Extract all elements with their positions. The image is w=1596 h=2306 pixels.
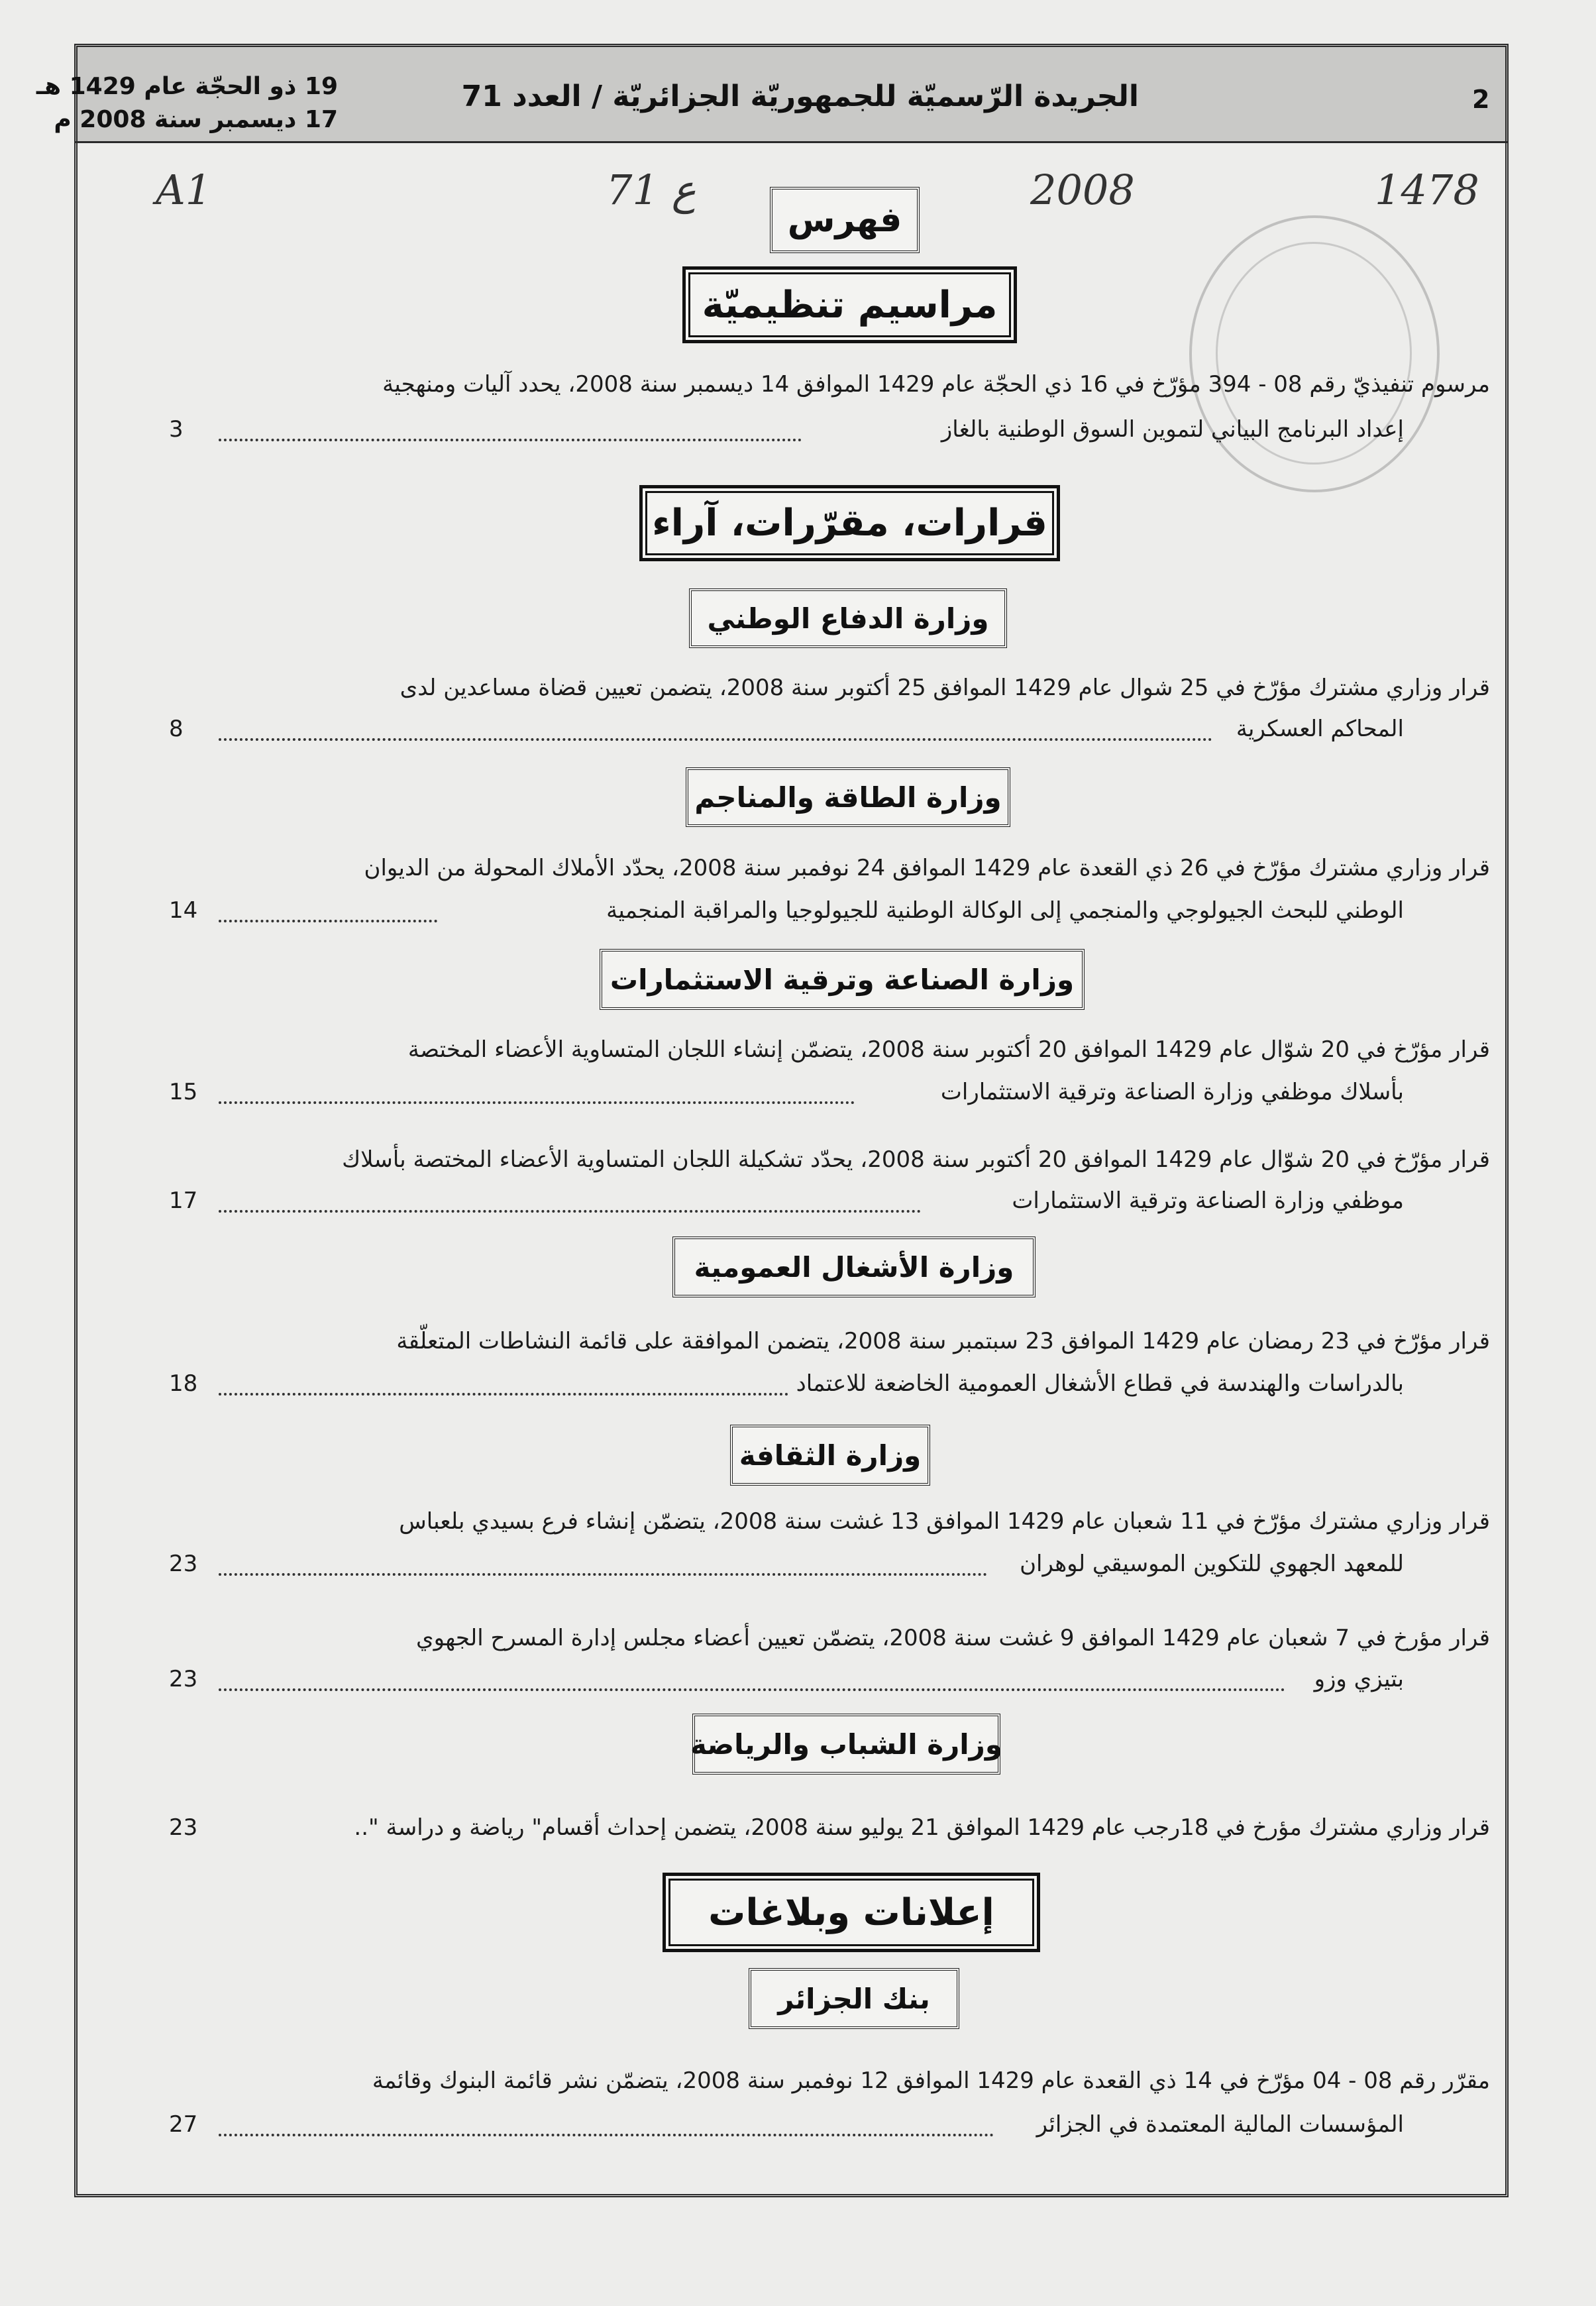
entry-line: قرار وزاري مشترك مؤرّخ في 26 ذي القعدة عام 1429 الموافق 24 نوفمبر سنة 2008، يحدّد الأملاك المحولة من الديوان — [364, 855, 1490, 881]
journal-title: الجريدة الرّسميّة للجمهوريّة الجزائريّة / العدد 71 — [461, 80, 1139, 113]
entry-page-number: 27 — [169, 2111, 198, 2138]
leader-dots — [219, 1206, 921, 1213]
entry-page-number: 14 — [169, 897, 198, 924]
section-title-regulatory-decrees: مراسيم تنظيميّة — [682, 266, 1017, 343]
ministry-title: وزارة الصناعة وترقية الاستثمارات — [600, 949, 1085, 1010]
entry-line: قرار مؤرّخ في 23 رمضان عام 1429 الموافق 23 سبتمبر سنة 2008، يتضمن الموافقة على قائمة النشاطات المتعلّقة — [396, 1328, 1490, 1354]
entry-line: بأسلاك موظفي وزارة الصناعة وترقية الاستثمارات — [940, 1079, 1404, 1105]
section-title-decisions: قرارات، مقرّرات، آراء — [639, 485, 1060, 561]
leader-dots — [219, 2130, 994, 2136]
entry-line: المحاكم العسكرية — [1236, 716, 1404, 742]
hijri-date: 19 ذو الحجّة عام 1429 هـ — [36, 73, 338, 100]
section-title-announcements: إعلانات وبلاغات — [663, 1873, 1040, 1952]
index-title: فهرس — [770, 187, 920, 253]
entry-line: موظفي وزارة الصناعة وترقية الاستثمارات — [1012, 1187, 1404, 1214]
entry-line: قرار وزاري مشترك مؤرّخ في 11 شعبان عام 1429 الموافق 13 غشت سنة 2008، يتضمّن إنشاء فرع بسيدي بلعباس — [399, 1508, 1490, 1535]
handwritten-note-center-left: 71 ع — [606, 166, 696, 214]
entry-line: مرسوم تنفيذيّ رقم 08 - 394 مؤرّخ في 16 ذي الحجّة عام 1429 الموافق 14 ديسمبر سنة 2008، يحدد آليات ومنهجية — [382, 371, 1490, 398]
ministry-title: وزارة الشباب والرياضة — [692, 1714, 1000, 1775]
leader-dots — [219, 1097, 855, 1104]
gregorian-date: 17 ديسمبر سنة 2008 م — [54, 106, 338, 133]
entry-line: الوطني للبحث الجيولوجي والمنجمي إلى الوكالة الوطنية للجيولوجيا والمراقبة المنجمية — [606, 897, 1404, 924]
entry-line: قرار مؤرّخ في 20 شوّال عام 1429 الموافق 20 أكتوبر سنة 2008، يتضمّن إنشاء اللجان المتساوية الأعضاء المختصة — [407, 1036, 1490, 1063]
entry-line: بالدراسات والهندسة في قطاع الأشغال العمومية الخاضعة للاعتماد — [796, 1370, 1404, 1397]
entry-page-number: 3 — [169, 416, 184, 443]
entry-line: قرار مؤرّخ في 20 شوّال عام 1429 الموافق 20 أكتوبر سنة 2008، يحدّد تشكيلة اللجان المتساوية الأعضاء المختصة بأسلاك — [342, 1146, 1490, 1173]
entry-line: إعداد البرنامج البياني لتموين السوق الوطنية بالغاز — [941, 416, 1404, 443]
entry-line: قرار وزاري مشترك مؤرخ في 18رجب عام 1429 الموافق 21 يوليو سنة 2008، يتضمن إحداث أقسام" رياضة و دراسة ".. — [354, 1814, 1490, 1841]
leader-dots — [219, 1569, 987, 1576]
leader-dots — [219, 1389, 788, 1396]
entry-line: قرار مؤرخ في 7 شعبان عام 1429 الموافق 9 غشت سنة 2008، يتضمّن تعيين أعضاء مجلس إدارة المسرح الجهوي — [416, 1625, 1490, 1651]
entry-line: المؤسسات المالية المعتمدة في الجزائر — [1036, 2111, 1404, 2138]
handwritten-note-center-right: 2008 — [1030, 166, 1135, 214]
entry-page-number: 23 — [169, 1814, 198, 1841]
entry-line: للمعهد الجهوي للتكوين الموسيقي لوهران — [1020, 1551, 1404, 1577]
entry-page-number: 17 — [169, 1187, 198, 1214]
handwritten-note-left: A1 — [156, 166, 212, 214]
entry-page-number: 15 — [169, 1079, 198, 1105]
page-number: 2 — [1472, 85, 1490, 114]
entry-page-number: 23 — [169, 1666, 198, 1692]
entry-page-number: 8 — [169, 716, 184, 742]
ministry-title: وزارة الطاقة والمناجم — [686, 767, 1010, 827]
entry-page-number: 18 — [169, 1370, 198, 1397]
handwritten-note-right: 1478 — [1375, 166, 1479, 214]
entry-line: قرار وزاري مشترك مؤرّخ في 25 شوال عام 1429 الموافق 25 أكتوبر سنة 2008، يتضمن تعيين قضاة مساعدين لدى — [399, 675, 1490, 701]
entry-line: مقرّر رقم 08 - 04 مؤرّخ في 14 ذي القعدة عام 1429 الموافق 12 نوفمبر سنة 2008، يتضمّن نشر قائمة البنوك وقائمة — [372, 2067, 1490, 2094]
entry-page-number: 23 — [169, 1551, 198, 1577]
ministry-title: وزارة الأشغال العمومية — [672, 1236, 1036, 1297]
leader-dots — [219, 734, 1212, 741]
ministry-title: وزارة الدفاع الوطني — [689, 588, 1007, 648]
ministry-title: بنك الجزائر — [749, 1968, 959, 2029]
entry-line: بتيزي وزو — [1314, 1666, 1404, 1692]
ministry-title: وزارة الثقافة — [730, 1425, 930, 1486]
leader-dots — [219, 916, 437, 922]
leader-dots — [219, 435, 802, 441]
leader-dots — [219, 1684, 1285, 1691]
